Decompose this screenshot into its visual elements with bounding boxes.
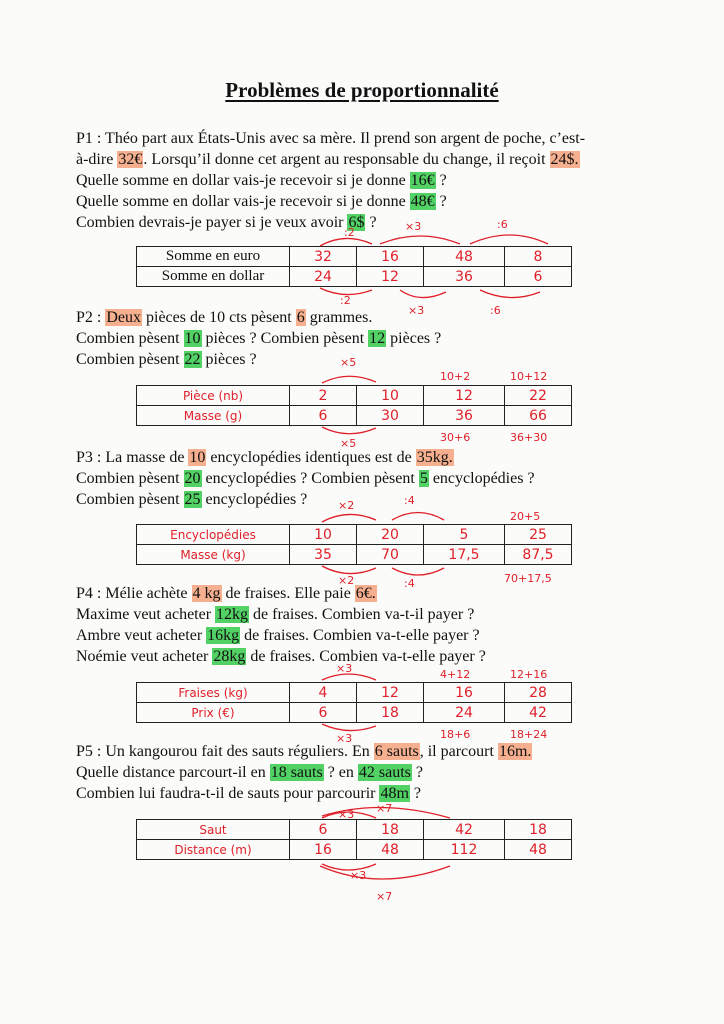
- highlight-green: 16kg: [207, 627, 240, 644]
- p4-line-1: [76, 583, 676, 604]
- p4-text: Noémie veut acheter: [76, 648, 213, 665]
- p1-text: P1 : Théo part aux États-Unis avec sa mère. Il prend son argent de poche, c’est-: [76, 130, 586, 147]
- p3-text: encyclopédies ? Combien pèsent: [201, 470, 419, 487]
- arrow-curve: [392, 568, 444, 575]
- table-cell: 12: [424, 386, 505, 406]
- arrow-curve: [320, 866, 450, 879]
- p5-table: [136, 819, 572, 860]
- highlight-orange: 16m.: [498, 743, 532, 760]
- table-cell: 42: [505, 703, 572, 723]
- p1-text: à-dire: [76, 151, 118, 168]
- arrow-curve: [480, 290, 540, 298]
- table-cell: 42: [424, 820, 505, 840]
- highlight-green: 18 sauts: [270, 764, 323, 781]
- problem-2-text: [76, 307, 676, 370]
- table-row: [137, 406, 572, 426]
- highlight-green: 12: [369, 330, 386, 347]
- table-cell: 25: [505, 525, 572, 545]
- p4-text: Maxime veut acheter: [76, 606, 216, 623]
- p4-text: P4 : Mélie achète: [76, 585, 192, 602]
- annotation: 18+6: [440, 728, 471, 741]
- table-cell: 36: [424, 406, 505, 426]
- row-label: Masse (kg): [137, 545, 290, 565]
- p1-table: [136, 246, 572, 287]
- p1-line-3: [76, 170, 676, 191]
- arrow-curve: [470, 235, 548, 244]
- table-cell: 6: [290, 703, 357, 723]
- problem-5-text: [76, 741, 676, 804]
- p5-text: Combien lui faudra-t-il de sauts pour parcourir: [76, 785, 380, 802]
- table-row: [137, 820, 572, 840]
- table-cell: 6: [290, 406, 357, 426]
- table-cell: 66: [505, 406, 572, 426]
- problem-4-text: [76, 583, 676, 667]
- highlight-orange: 35kg.: [416, 449, 453, 466]
- p1-line-5: [76, 212, 676, 233]
- row-label: Encyclopédies: [137, 525, 290, 545]
- annotation: 18+24: [510, 728, 548, 741]
- p4-table: [136, 682, 572, 723]
- table-cell: 112: [424, 840, 505, 860]
- table-cell: 48: [505, 840, 572, 860]
- table-row: [137, 386, 572, 406]
- table-cell: 4: [290, 683, 357, 703]
- highlight-green: 6$: [348, 214, 365, 231]
- row-label: Saut: [137, 820, 290, 840]
- table-row: [137, 703, 572, 723]
- arrow-curve: [392, 513, 444, 521]
- highlight-green: 5: [419, 470, 428, 487]
- p3-text: encyclopédies identiques est de: [206, 449, 416, 466]
- annotation: ×3: [405, 220, 422, 233]
- annotation: ×3: [338, 808, 355, 821]
- annotation: ×5: [340, 356, 357, 369]
- problem-1-text: [76, 128, 676, 233]
- highlight-green: 28kg: [213, 648, 246, 665]
- table-cell: 35: [290, 545, 357, 565]
- table-row: [137, 525, 572, 545]
- arrow-curve: [322, 376, 376, 383]
- arrow-curve: [322, 724, 376, 731]
- table-cell: 2: [290, 386, 357, 406]
- p1-text: ?: [365, 214, 377, 231]
- table-cell: 6: [290, 820, 357, 840]
- p1-text: . Lorsqu’il donne cet argent au responsable du change, il reçoit: [143, 151, 550, 168]
- p1-text: Quelle somme en dollar vais-je recevoir si je donne: [76, 193, 410, 210]
- p1-text: Combien devrais-je payer si je veux avoir: [76, 214, 348, 231]
- p5-text: , il parcourt: [419, 743, 498, 760]
- problem-3-text: [76, 447, 676, 510]
- highlight-green: 48€: [410, 193, 435, 210]
- annotation: 70+17,5: [504, 572, 552, 585]
- p1-line-1: [76, 128, 676, 149]
- highlight-orange: 10: [189, 449, 206, 466]
- annotation: 10+2: [440, 370, 471, 383]
- p3-text: Combien pèsent: [76, 470, 184, 487]
- table-cell: 12: [357, 683, 424, 703]
- table-cell: 32: [290, 247, 357, 267]
- p5-line-1: [76, 741, 676, 762]
- table-row: [137, 247, 572, 267]
- p5-text: ?: [409, 785, 422, 802]
- table-cell: 10: [357, 386, 424, 406]
- annotation: 10+12: [510, 370, 548, 383]
- p4-line-3: [76, 625, 676, 646]
- annotation: ×7: [376, 890, 393, 903]
- p4-line-2: [76, 604, 676, 625]
- p3-text: Combien pèsent: [76, 491, 184, 508]
- p5-line-3: [76, 783, 676, 804]
- annotation: ×2: [338, 499, 355, 512]
- table-cell: 22: [505, 386, 572, 406]
- highlight-orange: 6 sauts: [374, 743, 419, 760]
- p4-text: de fraises. Elle paie: [221, 585, 355, 602]
- p2-line-3: [76, 349, 676, 370]
- highlight-orange: 6: [296, 309, 305, 326]
- annotation: :6: [497, 218, 508, 231]
- table-cell: 48: [424, 247, 505, 267]
- p2-text: P2 :: [76, 309, 106, 326]
- p2-text: Combien pèsent: [76, 330, 184, 347]
- table-cell: 28: [505, 683, 572, 703]
- table-cell: 17,5: [424, 545, 505, 565]
- row-label: Somme en dollar: [137, 267, 290, 287]
- highlight-green: 16€: [410, 172, 435, 189]
- highlight-orange: Deux: [106, 309, 141, 326]
- highlight-green: 48m: [380, 785, 409, 802]
- highlight-green: 12kg: [216, 606, 249, 623]
- annotation: ×3: [336, 662, 353, 675]
- p3-table: [136, 524, 572, 565]
- annotation: :2: [344, 226, 355, 239]
- highlight-green: 10: [184, 330, 201, 347]
- p2-text: pièces ? Combien pèsent: [201, 330, 369, 347]
- row-label: Prix (€): [137, 703, 290, 723]
- p4-text: de fraises. Combien va-t-il payer ?: [249, 606, 475, 623]
- annotation: ×5: [340, 437, 357, 450]
- row-label: Masse (g): [137, 406, 290, 426]
- highlight-orange: 32€: [118, 151, 143, 168]
- highlight-green: 20: [184, 470, 201, 487]
- annotation: 12+16: [510, 668, 548, 681]
- p2-text: Combien pèsent: [76, 351, 184, 368]
- p3-text: encyclopédies ?: [201, 491, 308, 508]
- table-cell: 12: [357, 267, 424, 287]
- table-cell: 24: [424, 703, 505, 723]
- p3-line-3: [76, 489, 676, 510]
- p5-text: ? en: [323, 764, 358, 781]
- table-cell: 30: [357, 406, 424, 426]
- table-cell: 16: [290, 840, 357, 860]
- arrow-curve: [322, 514, 376, 522]
- p4-text: de fraises. Combien va-t-elle payer ?: [246, 648, 486, 665]
- p2-text: pièces ?: [386, 330, 442, 347]
- annotation: :6: [490, 304, 501, 317]
- arrow-curve: [320, 238, 372, 246]
- annotation: ×3: [350, 869, 367, 882]
- table-cell: 18: [357, 703, 424, 723]
- annotation: ×2: [338, 574, 355, 587]
- table-row: [137, 545, 572, 565]
- p4-line-4: [76, 646, 676, 667]
- table-cell: 5: [424, 525, 505, 545]
- table-cell: 20: [357, 525, 424, 545]
- p3-text: encyclopédies ?: [428, 470, 535, 487]
- row-label: Distance (m): [137, 840, 290, 860]
- highlight-orange: 24$.: [550, 151, 579, 168]
- p2-line-2: [76, 328, 676, 349]
- annotation: :4: [404, 494, 415, 507]
- table-cell: 10: [290, 525, 357, 545]
- p1-text: ?: [435, 172, 447, 189]
- p1-text: Quelle somme en dollar vais-je recevoir si je donne: [76, 172, 410, 189]
- page-title: Problèmes de proportionnalité: [225, 78, 499, 102]
- annotation: ×7: [376, 802, 393, 815]
- p5-text: Quelle distance parcourt-il en: [76, 764, 270, 781]
- table-cell: 70: [357, 545, 424, 565]
- row-label: Somme en euro: [137, 247, 290, 267]
- table-cell: 6: [505, 267, 572, 287]
- p2-line-1: [76, 307, 676, 328]
- highlight-green: 42 sauts: [358, 764, 411, 781]
- table-row: [137, 840, 572, 860]
- table-row: [137, 267, 572, 287]
- table-cell: 18: [505, 820, 572, 840]
- highlight-green: 22: [184, 351, 201, 368]
- row-label: Pièce (nb): [137, 386, 290, 406]
- p1-text: ?: [435, 193, 447, 210]
- row-label: Fraises (kg): [137, 683, 290, 703]
- arrow-curve: [400, 290, 446, 298]
- p2-text: pièces ?: [201, 351, 257, 368]
- annotation: :4: [404, 577, 415, 590]
- p2-text: pièces de 10 cts pèsent: [142, 309, 296, 326]
- table-cell: 36: [424, 267, 505, 287]
- annotation: :2: [340, 294, 351, 307]
- table-cell: 24: [290, 267, 357, 287]
- annotation: 4+12: [440, 668, 471, 681]
- highlight-orange: 6€.: [355, 585, 376, 602]
- p4-text: Ambre veut acheter: [76, 627, 207, 644]
- arrow-curve: [322, 864, 376, 870]
- highlight-green: 25: [184, 491, 201, 508]
- annotation: 30+6: [440, 431, 471, 444]
- p5-text: ?: [411, 764, 424, 781]
- arrow-curve: [322, 566, 376, 574]
- table-cell: 48: [357, 840, 424, 860]
- p1-line-2: [76, 149, 676, 170]
- table-cell: 16: [424, 683, 505, 703]
- arrow-curve: [322, 427, 376, 434]
- table-row: [137, 683, 572, 703]
- annotation: ×3: [336, 732, 353, 745]
- arrow-curve: [380, 236, 460, 244]
- table-cell: 18: [357, 820, 424, 840]
- p4-text: de fraises. Combien va-t-elle payer ?: [240, 627, 480, 644]
- p5-text: P5 : Un kangourou fait des sauts réguliers. En: [76, 743, 374, 760]
- p5-line-2: [76, 762, 676, 783]
- annotation: 20+5: [510, 510, 541, 523]
- p3-line-1: [76, 447, 676, 468]
- p3-text: P3 : La masse de: [76, 449, 189, 466]
- p2-table: [136, 385, 572, 426]
- table-cell: 87,5: [505, 545, 572, 565]
- annotation: 36+30: [510, 431, 548, 444]
- p1-line-4: [76, 191, 676, 212]
- table-cell: 8: [505, 247, 572, 267]
- highlight-orange: 4 kg: [192, 585, 221, 602]
- p2-text: grammes.: [305, 309, 373, 326]
- table-cell: 16: [357, 247, 424, 267]
- p3-line-2: [76, 468, 676, 489]
- annotation: ×3: [408, 304, 425, 317]
